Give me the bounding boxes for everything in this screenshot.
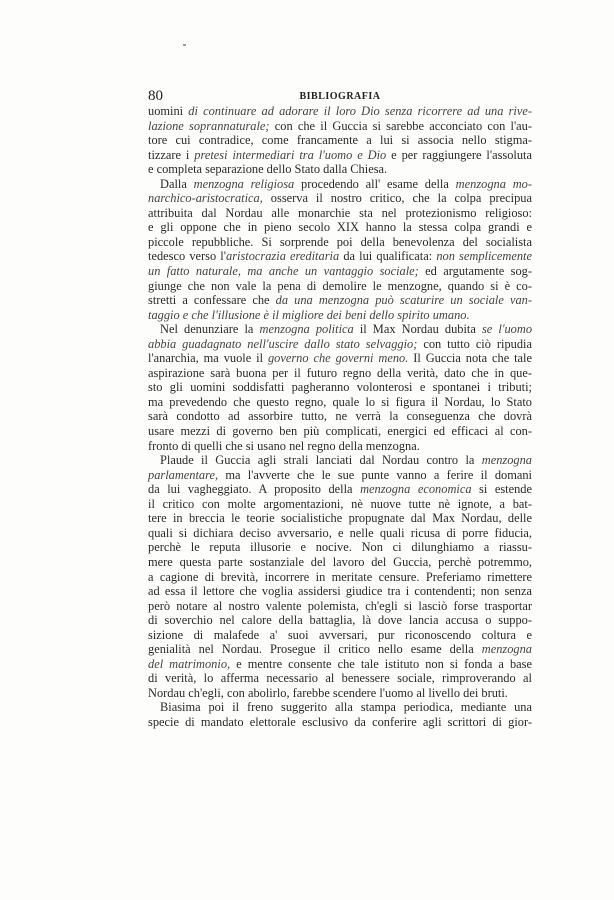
text-line <box>148 119 532 134</box>
text-line <box>148 482 532 497</box>
italic-text: menzogna religiosa <box>193 176 295 191</box>
italic-text: aristocrazia ereditaria <box>226 249 340 264</box>
text-line <box>148 293 532 308</box>
text-line <box>148 148 532 163</box>
text-segment: perchè le reputa illusorie e nocive. Non ci dilunghiamo a riassu- <box>148 540 532 555</box>
text-segment: Dalla <box>160 176 194 191</box>
text-segment: stretti a confessare che <box>148 293 276 308</box>
text-line <box>148 380 532 395</box>
italic-text: di continuare ad adorare il loro Dio senza ricorrere ad una rive- <box>188 104 532 118</box>
text-segment: osserva il nostro critico, che la colpa precipua <box>262 191 532 206</box>
italic-text: menzogna <box>481 642 532 657</box>
italic-text: menzogna <box>481 453 532 468</box>
text-segment: di verità, lo afferma necessario al benessere sociale, rimproverando al <box>148 671 532 686</box>
text-line <box>148 395 532 410</box>
body-text <box>148 104 532 730</box>
text-line <box>148 279 532 294</box>
italic-text: abbia guadagnato nell'uscire dallo stato selvaggio; <box>148 336 418 351</box>
text-segment: usare mezzi di governo ben più complicati, energici ed efficaci al con- <box>148 424 532 439</box>
text-segment: con tutto ciò ripudia <box>417 336 532 351</box>
text-segment: e gli oppone che in pieno secolo XIX hanno la stessa colpa grandi e <box>148 220 532 235</box>
text-line <box>148 613 532 628</box>
text-line <box>148 337 532 352</box>
text-segment: Nel denunziare la <box>160 322 260 337</box>
italic-text: non semplicemente <box>436 249 532 264</box>
text-line <box>148 642 532 657</box>
text-segment: specie di mandato elettorale esclusivo da conferire agli scrittori di gior- <box>148 714 532 729</box>
text-segment: aspirazione sarà buona per il futuro regno della verità, dato che in que- <box>148 365 532 380</box>
text-segment: l'anarchia, ma vuole il <box>148 351 268 366</box>
text-line <box>148 700 532 715</box>
text-line <box>148 439 532 454</box>
text-segment: uomini <box>148 104 189 118</box>
text-segment: però notare al nostro valente polemista, ch'egli si lasciò forse trasportar <box>148 598 532 613</box>
text-segment: tedesco verso l' <box>148 249 226 264</box>
text-segment: sizione di malafede a' suoi avversari, pur riconoscendo coltura e <box>148 627 532 642</box>
text-line <box>148 511 532 526</box>
text-segment: tizzare i <box>148 147 195 162</box>
text-segment: ma l'avverte che le sue punte vanno a ferire il domani <box>218 467 532 482</box>
text-line <box>148 162 532 177</box>
text-line <box>148 409 532 424</box>
italic-text: un fatto naturale, ma anche un vantaggio sociale; <box>148 264 419 279</box>
text-segment: piccole repubbliche. Si sorprende poi della benevolenza del socialista <box>148 234 532 249</box>
text-segment: ad essa il lettore che voglia assidersi giudice tra i contendenti; non senza <box>148 584 532 599</box>
text-segment: attribuita dal Nordau alle monarchie sta nel protezionismo religioso: <box>148 205 532 220</box>
italic-text: menzogna politica <box>259 322 354 337</box>
italic-text: menzogna economica <box>360 482 472 497</box>
text-segment: da lui vagheggiato. A proposito della <box>148 482 361 497</box>
text-segment: il Max Nordau dubita <box>353 322 482 337</box>
text-segment: e per raggiungere l'assoluta <box>386 147 532 162</box>
text-segment: mere questa parte sostanziale del lavoro del Guccia, perchè potremmo, <box>148 554 532 569</box>
text-segment: si estende <box>471 482 533 497</box>
text-line <box>148 133 532 148</box>
italic-text: da una menzogna può scaturire un sociale van- <box>275 293 532 308</box>
text-segment: ed argutamente sog- <box>418 264 532 279</box>
text-segment: quali si dichiara deciso avversario, e nelle quali ricusa di porre fiducia, <box>148 525 532 540</box>
italic-text: narchico-aristocratica, <box>148 191 263 206</box>
text-segment: sto gli uomini soddisfatti pagheranno volonterosi e spontanei i tributi; <box>148 380 532 395</box>
text-segment: e completa separazione dello Stato dalla Chiesa. <box>148 162 388 177</box>
text-line <box>148 220 532 235</box>
italic-text: governo che governi meno. <box>267 351 409 366</box>
text-line <box>148 206 532 221</box>
text-line <box>148 540 532 555</box>
text-line <box>148 366 532 381</box>
page-number: 80 <box>148 88 163 104</box>
text-line <box>148 468 532 483</box>
text-line <box>148 351 532 366</box>
text-segment: il critico con molte argomentazioni, nè nuove tutte nè ignote, a bat- <box>148 496 532 511</box>
scan-speck <box>183 44 186 46</box>
text-segment: ma prevedendo che questo regno, quale lo si figura il Nordau, lo Stato <box>148 394 532 409</box>
text-segment: con che il Guccia si sarebbe acconciato con l'au- <box>269 118 532 133</box>
text-segment: di soverchio nel calore della battaglia, là dove lancia accusa o suppo- <box>148 613 532 628</box>
text-line <box>148 497 532 512</box>
text-line <box>148 715 532 730</box>
text-segment: Biasima poi il freno suggerito alla stampa periodica, mediante una <box>160 700 532 715</box>
text-line <box>148 191 532 206</box>
italic-text: taggio e che l'illusione è il migliore dei beni dello spirito umano. <box>148 307 470 322</box>
text-line <box>148 453 532 468</box>
text-line <box>148 599 532 614</box>
text-line <box>148 526 532 541</box>
text-segment: tore cui contradice, come francamente a lui si associa nello stigma- <box>148 133 532 148</box>
text-line <box>148 104 532 119</box>
text-segment: Nordau ch'egli, con abolirlo, farebbe scendere l'uomo al livello dei bruti. <box>148 685 508 700</box>
text-line <box>148 235 532 250</box>
italic-text: se l'uomo <box>481 322 533 337</box>
italic-text: pretesi intermediari tra l'uomo e Dio <box>194 147 387 162</box>
text-segment: a cagione di brevità, incorrere in meritate censure. Preferiamo rimettere <box>148 569 532 584</box>
italic-text: parlamentare, <box>148 467 219 482</box>
text-segment: da lui qualificata: <box>339 249 437 264</box>
text-segment: giunge che non vale la pena di demolire le menzogne, quando si è co- <box>148 278 532 293</box>
italic-text: lazione soprannaturale; <box>148 118 270 133</box>
text-line <box>148 584 532 599</box>
text-line <box>148 628 532 643</box>
text-line <box>148 264 532 279</box>
text-line <box>148 249 532 264</box>
text-line <box>148 657 532 672</box>
text-line <box>148 424 532 439</box>
text-line <box>148 322 532 337</box>
text-segment: Il Guccia nota che tale <box>408 351 532 366</box>
text-segment: Plaude il Guccia agli strali lanciati dal Nordau contro la <box>160 453 482 468</box>
text-line <box>148 671 532 686</box>
text-line <box>148 308 532 323</box>
text-line <box>148 177 532 192</box>
text-segment: tere in breccia le teorie socialistiche propugnate dal Max Nordau, delle <box>148 511 532 526</box>
text-line <box>148 686 532 701</box>
text-segment: sarà condotto ad assorbire tutto, ne verrà la conseguenza che dovrà <box>148 409 532 424</box>
running-title: BIBLIOGRAFIA <box>299 91 381 102</box>
text-segment: genialità nel Nordau. Prosegue il critico nello esame della <box>148 642 482 657</box>
text-line <box>148 570 532 585</box>
text-line <box>148 555 532 570</box>
italic-text: del matrimonio, <box>148 656 231 671</box>
text-segment: fronto di quelli che si usano nel regno della menzogna. <box>148 438 420 453</box>
text-segment: e mentre consente che tale istituto non si fonda a base <box>230 656 533 671</box>
text-segment: procedendo all' esame della <box>294 176 456 191</box>
italic-text: menzogna mo- <box>455 176 532 191</box>
